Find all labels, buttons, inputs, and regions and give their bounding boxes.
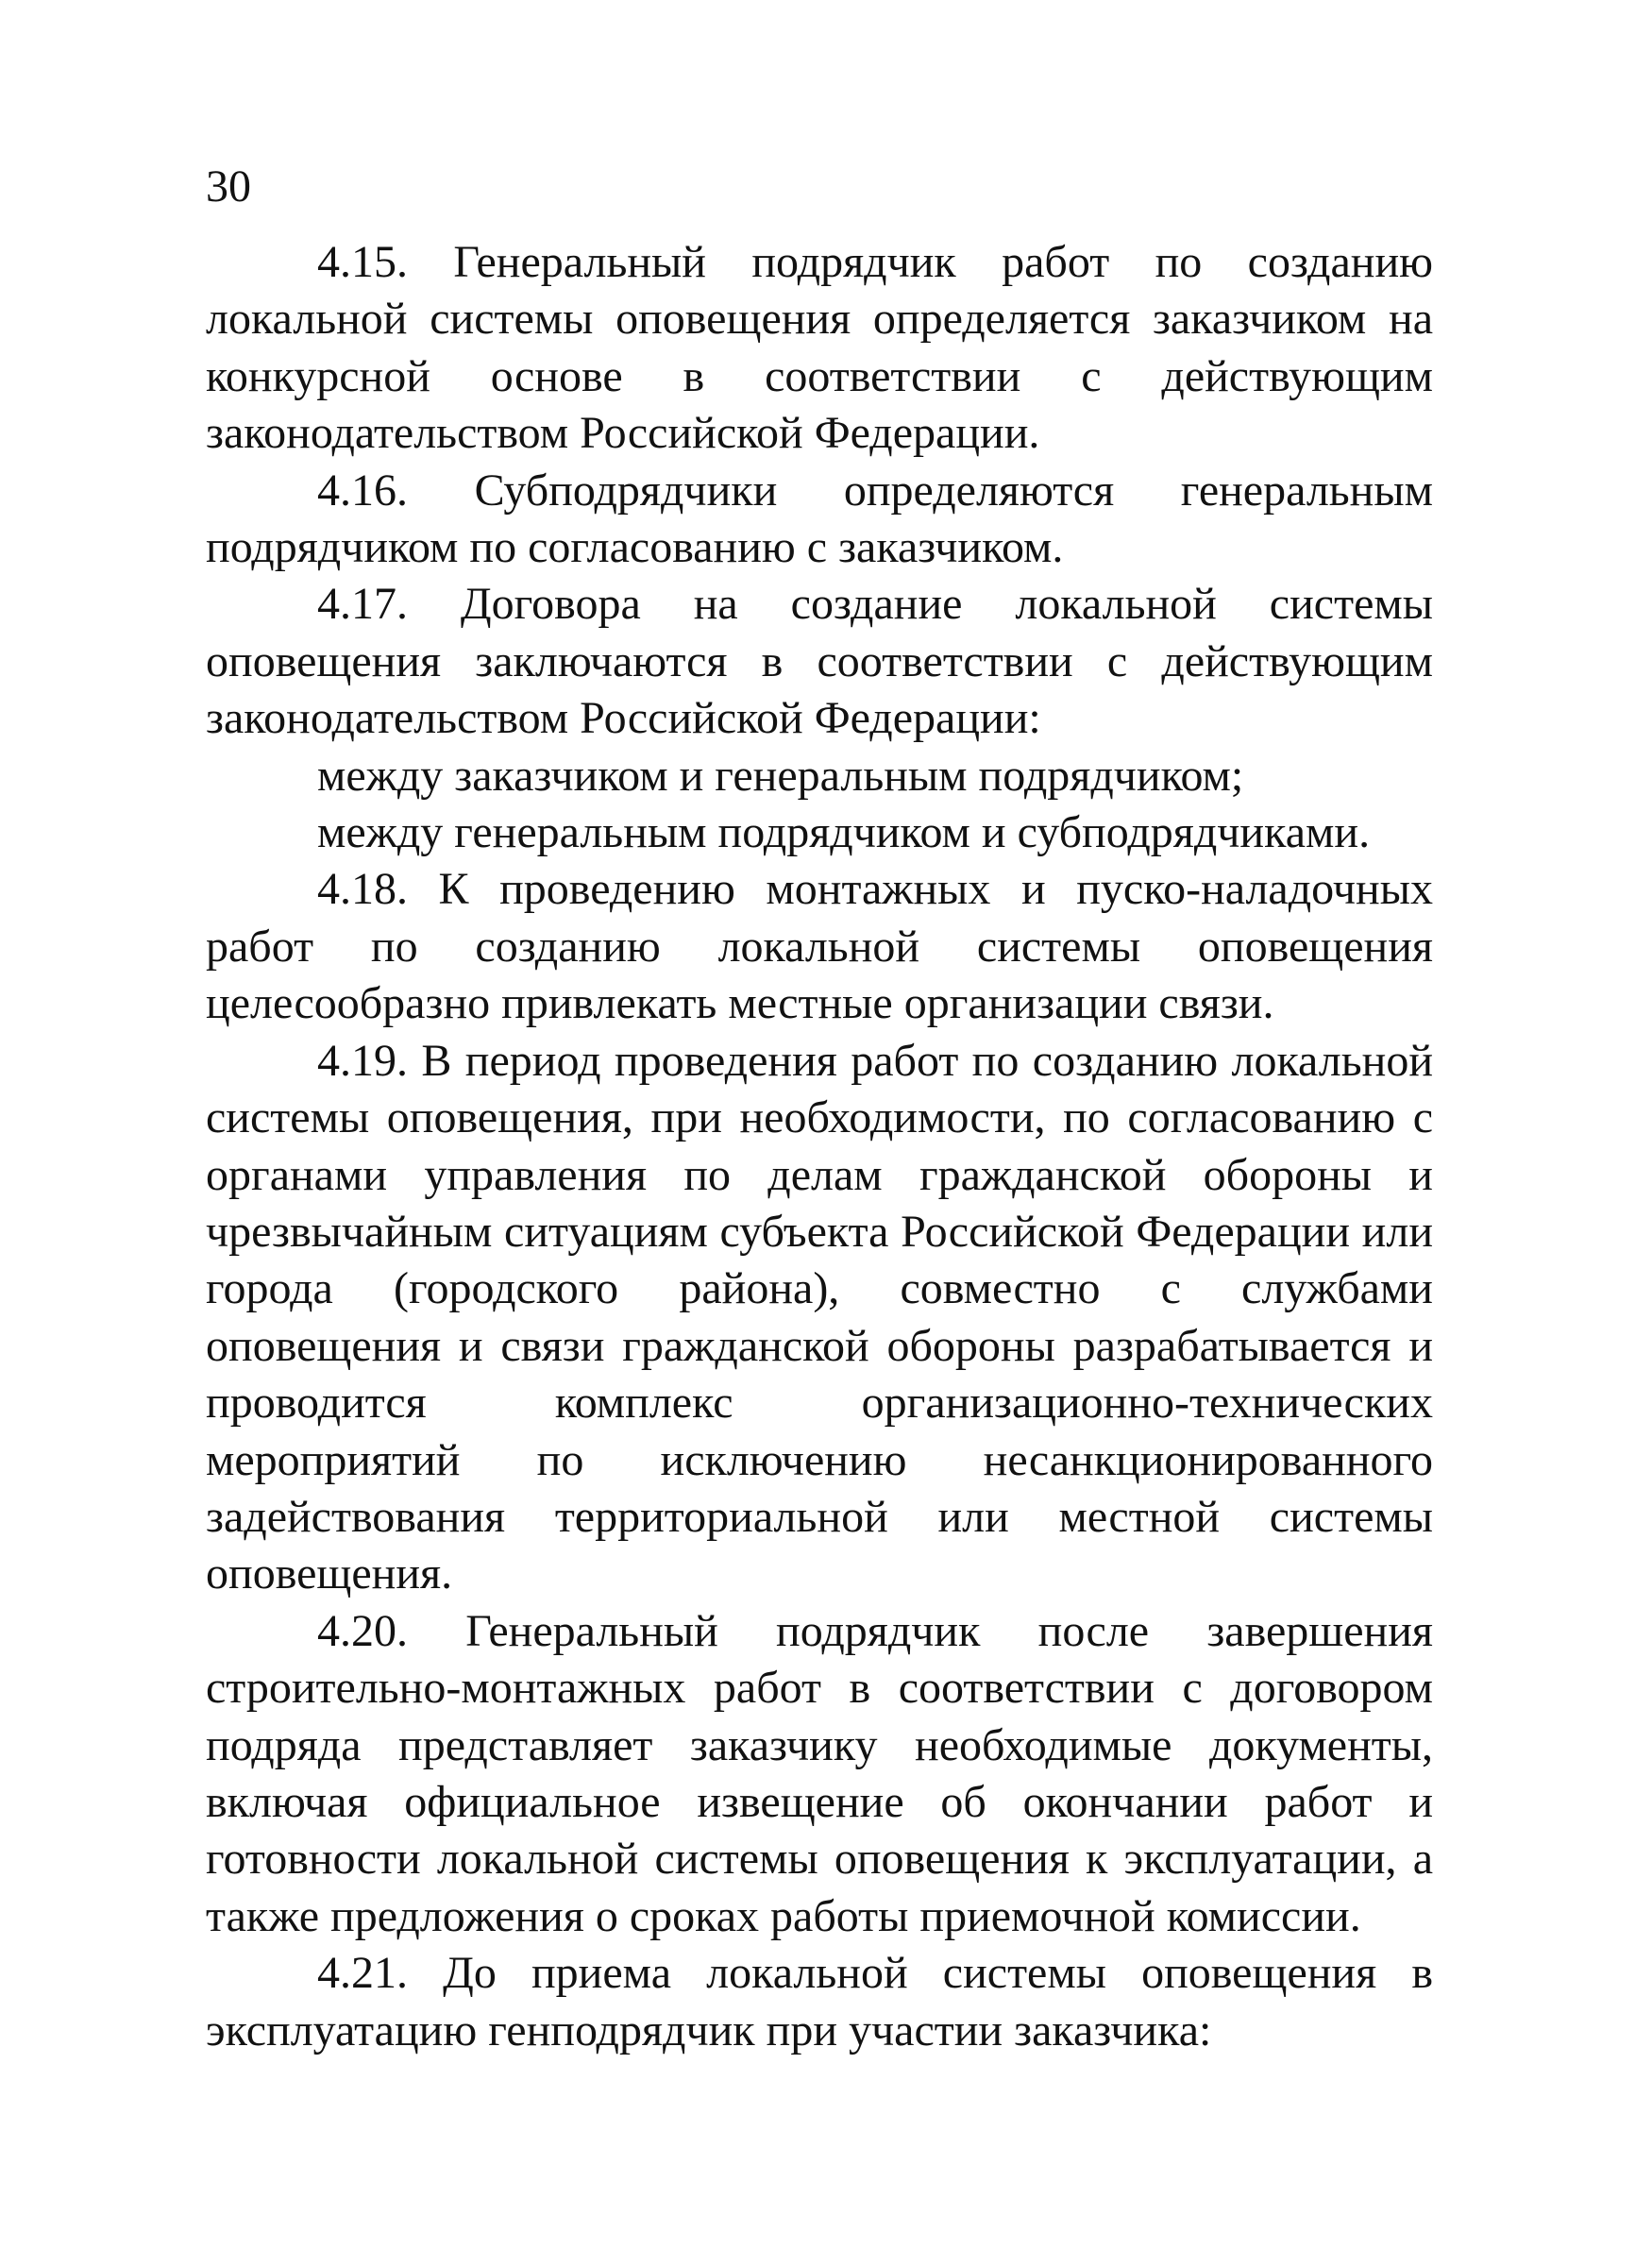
paragraph-4-16: 4.16. Субподрядчики определяются генеральным подрядчиком по согласованию с заказчиком. [206,465,1433,573]
body-text [206,234,1433,2059]
list-item-general-contractor-subcontractors: между генеральным подрядчиком и субподрядчиками. [317,807,1371,858]
paragraph-4-20: 4.20. Генеральный подрядчик после завершения строительно-монтажных работ в соответствии с договором подряда представляет заказчику необходимые документы, включая официальное извещение об окончании работ и готовности локальной системы оповещения к эксплуатации, а также предложения о сроках работы приемочной комиссии. [206,1605,1433,1941]
list-item-customer-general-contractor: между заказчиком и генеральным подрядчиком; [317,750,1244,801]
page-number: 30 [206,161,251,211]
paragraph-4-19: 4.19. В период проведения работ по созданию локальной системы оповещения, при необходимости, по согласованию с органами управления по делам гражданской обороны и чрезвычайным ситуациям субъекта Российской Федерации или города (городского района), совместно с службами оповещения и связи гражданской обороны разрабатывается и проводится комплекс организационно-технических мероприятий по исключению несанкционированного задействования территориальной или местной системы оповещения. [206,1035,1433,1599]
paragraph-4-18: 4.18. К проведению монтажных и пуско-наладочных работ по созданию локальной системы оповещения целесообразно привлекать местные организации связи. [206,864,1433,1029]
paragraph-4-17: 4.17. Договора на создание локальной системы оповещения заключаются в соответствии с действующим законодательством Российской Федерации: [206,579,1433,744]
paragraph-4-21: 4.21. До приема локальной системы оповещения в эксплуатацию генподрядчик при участии заказчика: [206,1948,1433,2055]
paragraph-4-15: 4.15. Генеральный подрядчик работ по созданию локальной системы оповещения определяется заказчиком на конкурсной основе в соответствии с действующим законодательством Российской Федерации. [206,237,1433,459]
